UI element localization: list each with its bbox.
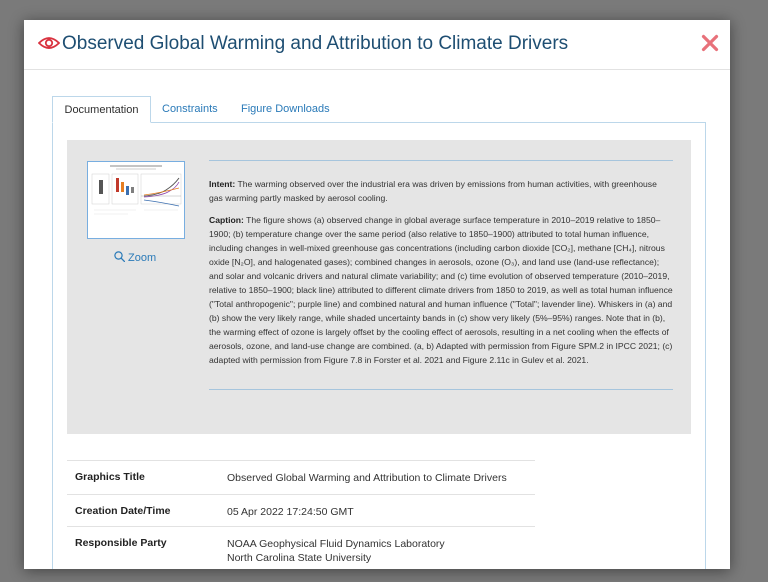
metadata-table [67, 460, 535, 569]
tab-figure-downloads[interactable]: Figure Downloads [241, 103, 330, 115]
close-icon [701, 34, 719, 52]
intent-text: The warming observed over the industrial era was driven by emissions from human activities, with greenhouse gas warming partly masked by aerosol cooling. [209, 179, 657, 203]
figure-thumbnail-image [88, 162, 184, 238]
tab-constraints[interactable]: Constraints [162, 103, 218, 115]
figure-modal [24, 20, 730, 569]
figure-thumbnail[interactable] [87, 161, 185, 239]
zoom-link[interactable] [114, 251, 156, 265]
responsible-party-line-2: North Carolina State University [227, 552, 372, 564]
table-row [67, 460, 535, 494]
graphics-title-value: Observed Global Warming and Attribution to Climate Drivers [227, 472, 507, 484]
eye-icon [38, 36, 60, 50]
caption-paragraph [209, 213, 673, 367]
modal-title: Observed Global Warming and Attribution to Climate Drivers [62, 33, 569, 54]
zoom-label: Zoom [128, 252, 157, 264]
table-row [67, 526, 535, 569]
table-row [67, 494, 535, 526]
figure-summary-panel [67, 140, 691, 434]
tab-documentation[interactable]: Documentation [52, 96, 151, 123]
intent-label: Intent: [209, 179, 236, 189]
responsible-party-value [227, 537, 445, 565]
responsible-party-label: Responsible Party [75, 537, 167, 549]
caption-text: The figure shows (a) observed change in global average surface temperature in 2010–2019 relative to 1850–1900; (b) temperature change over the same period (also relative to 1850–1900) attributed to total human influence, including changes in well-mixed greenhouse gas concentrations (including carbon dioxide [CO₂], methane [CH₄], nitrous oxide [N₂O], and halogenated gases); combined changes in aerosols, ozone (O₃), and land use (land-use reflectance); and solar and volcanic drivers and natural climate variability; and (c) time evolution of observed temperature (2010–2019, relative to 1850–1900; black line) attributed to different climate drivers from 1850 to 2019, as well as total human influence ("Total anthropogenic"; purple line) and combined natural and human influence ("Total"; lavender line). Whiskers in (a) and (b) show the very likely range, while shaded uncertainty bands in (c) show very likely (5%–95%) ranges. Note that in (b), the warming effect of ozone is largely offset by the cooling effect of aerosols, resulting in a net cooling when the effects of aerosols, ozone, and land-use change are combined. (a, b) Adapted with permission from Figure SPM.2 in IPCC 2021; (c) adapted with permission from Figure 7.8 in Forster et al. 2021 and Figure 2.11c in Gulev et al. 2021. [209, 215, 673, 365]
creation-date-value: 05 Apr 2022 17:24:50 GMT [227, 506, 354, 518]
caption-label: Caption: [209, 215, 244, 225]
responsible-party-line-1: NOAA Geophysical Fluid Dynamics Laboratory [227, 538, 445, 550]
creation-date-label: Creation Date/Time [75, 505, 171, 517]
intent-paragraph [209, 177, 673, 205]
graphics-title-label: Graphics Title [75, 471, 145, 483]
magnifier-icon [114, 251, 125, 262]
tab-content [52, 122, 706, 569]
close-button[interactable] [701, 34, 719, 52]
figure-description [209, 160, 673, 390]
modal-header [24, 20, 730, 70]
